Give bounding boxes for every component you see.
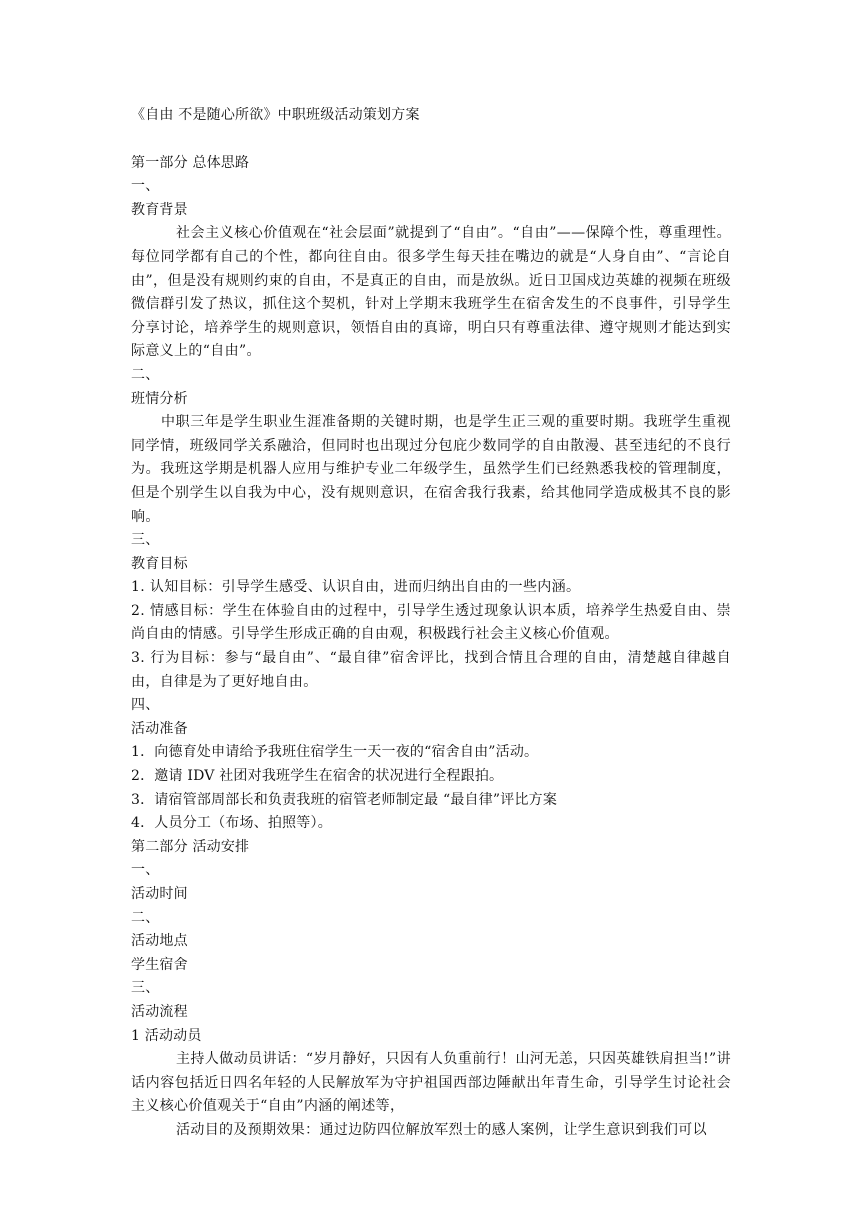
activity-number-3: 三、 <box>131 980 160 997</box>
section-heading-education-goals: 教育目标 <box>131 555 188 572</box>
activity-number-1: 一、 <box>131 862 160 879</box>
section-heading-class-analysis: 班情分析 <box>131 390 188 407</box>
part-two-heading: 第二部分 活动安排 <box>131 838 250 855</box>
prep-item-4: 4．人员分工（布场、拍照等）。 <box>131 815 332 832</box>
goal-item-behavioral: 3. 行为目标：参与“最自由”、“最自律”宿舍评比，找到合情且合理的自由，清楚越自律越自由，自律是为了更好地自由。 <box>131 650 731 690</box>
goal-item-cognitive: 1. 认知目标：引导学生感受、认识自由，进而归纳出自由的一些内涵。 <box>131 579 581 596</box>
document-page <box>131 104 731 1143</box>
section-number-1: 一、 <box>131 178 160 195</box>
document-title: 《自由 不是随心所欲》中职班级活动策划方案 <box>131 107 420 123</box>
activity-number-2: 二、 <box>131 909 160 926</box>
prep-item-2: 2．邀请 IDV 社团对我班学生在宿舍的状况进行全程跟拍。 <box>131 768 504 785</box>
section-heading-education-background: 教育背景 <box>131 201 188 218</box>
part-one-heading: 第一部分 总体思路 <box>131 154 250 171</box>
activity-location-value: 学生宿舍 <box>131 956 188 973</box>
section-heading-preparation: 活动准备 <box>131 720 188 737</box>
prep-item-3: 3．请宿管部周部长和负责我班的宿管老师制定最 “最自律”评比方案 <box>131 791 558 808</box>
process-step-1-effect: 活动目的及预期效果：通过边防四位解放军烈士的感人案例，让学生意识到我们可以 <box>176 1121 707 1138</box>
section-number-2: 二、 <box>131 366 160 383</box>
process-step-1-heading: 1 活动动员 <box>131 1027 202 1044</box>
goal-item-emotional: 2. 情感目标：学生在体验自由的过程中，引导学生透过现象认识本质，培养学生热爱自由、崇尚自由的情感。引导学生形成正确的自由观，积极践行社会主义核心价值观。 <box>131 602 731 643</box>
class-analysis-paragraph: 中职三年是学生职业生涯准备期的关键时期，也是学生正三观的重要时期。我班学生重视同学情，班级同学关系融洽，但同时也出现过分包庇少数同学的自由散漫、甚至违纪的不良行为。我班这学期是机器人应用与维护专业二年级学生，虽然学生们已经熟悉我校的管理制度，但是个别学生以自我为中心，没有规则意识，在宿舍我行我素，给其他同学造成极其不良的影响。 <box>131 414 731 525</box>
section-number-3: 三、 <box>131 532 160 549</box>
education-background-paragraph: 社会主义核心价值观在“社会层面”就提到了“自由”。“自由”——保障个性，尊重理性。每位同学都有自己的个性，都向往自由。很多学生每天挂在嘴边的就是“人身自由”、“言论自由”，但是没有规则约束的自由，不是真正的自由，而是放纵。近日卫国戍边英雄的视频在班级微信群引发了热议，抓住这个契机，针对上学期末我班学生在宿舍发生的不良事件，引导学生分享讨论，培养学生的规则意识，领悟自由的真谛，明白只有尊重法律、遵守规则才能达到实际意义上的“自由”。 <box>131 225 731 360</box>
section-number-4: 四、 <box>131 697 160 714</box>
activity-heading-process: 活动流程 <box>131 1003 188 1020</box>
prep-item-1: 1．向德育处申请给予我班住宿学生一天一夜的“宿舍自由”活动。 <box>131 744 539 761</box>
activity-heading-location: 活动地点 <box>131 933 188 950</box>
process-step-1-paragraph: 主持人做动员讲话：“岁月静好，只因有人负重前行！山河无恙，只因英雄铁肩担当!”讲话内容包括近日四名年轻的人民解放军为守护祖国西部边陲献出年青生命，引导学生讨论社会主义核心价值观关于“自由”内涵的阐述等， <box>131 1051 731 1115</box>
activity-heading-time: 活动时间 <box>131 886 188 902</box>
